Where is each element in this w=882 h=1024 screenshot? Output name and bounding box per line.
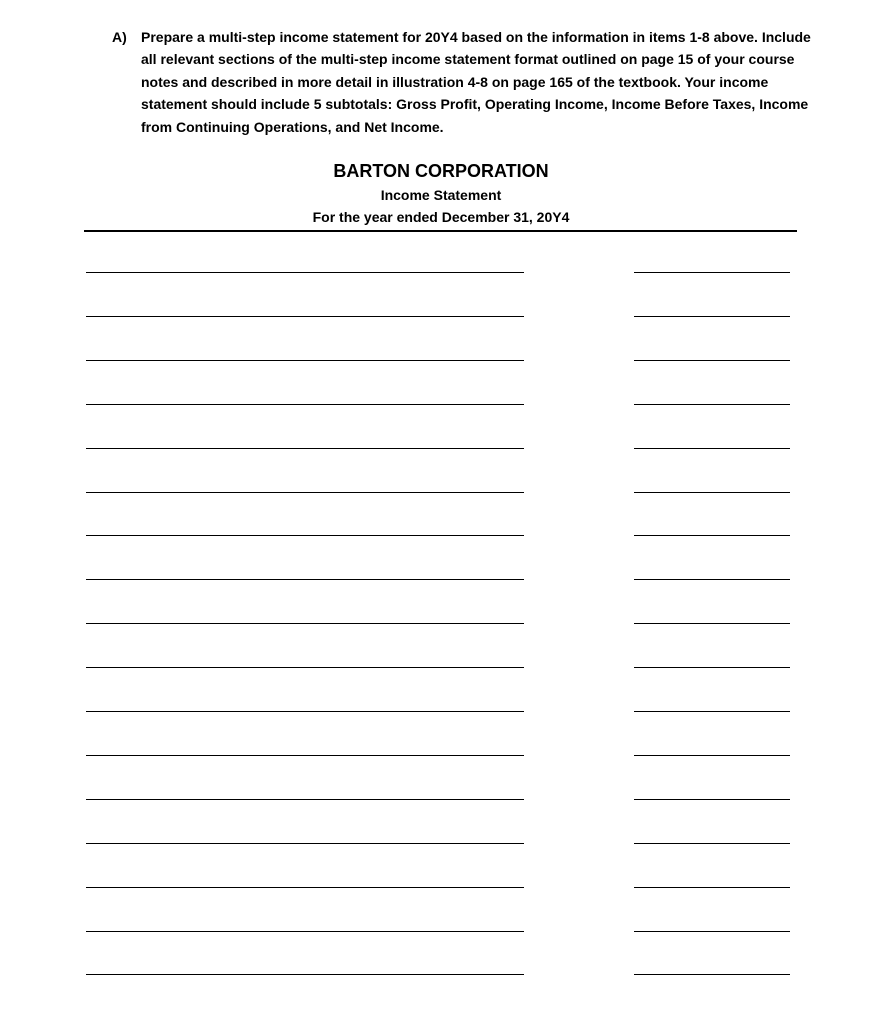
entry-row — [0, 887, 882, 888]
entry-line — [726, 360, 790, 361]
entry-line — [86, 316, 426, 317]
entry-line — [86, 974, 426, 975]
entry-line — [476, 448, 524, 449]
entry-line — [426, 887, 476, 888]
entry-line — [476, 404, 524, 405]
entry-line — [86, 448, 426, 449]
question-marker: A) — [112, 29, 127, 45]
entry-row — [0, 843, 882, 844]
entry-line — [634, 799, 726, 800]
entry-line — [426, 843, 476, 844]
entry-line — [476, 755, 524, 756]
entry-line — [86, 887, 426, 888]
entry-line — [634, 887, 726, 888]
entry-line — [476, 316, 524, 317]
entry-line — [476, 974, 524, 975]
entry-row — [0, 360, 882, 361]
entry-row — [0, 579, 882, 580]
entry-line — [86, 755, 426, 756]
entry-line — [634, 272, 726, 273]
entry-line — [426, 316, 476, 317]
entry-row — [0, 799, 882, 800]
entry-line — [726, 887, 790, 888]
entry-line — [726, 492, 790, 493]
entry-line — [86, 360, 426, 361]
instruction-text: Prepare a multi-step income statement for 20Y4 based on the information in items 1-8 above. Include all relevant sections of the multi-step income statement format outlined on page 15 of your course notes and described in more detail in illustration 4-8 on page 165 of the textbook. Your income statement should include 5 subtotals: Gross Profit, Operating Income, Income Before Taxes, Income from Continuing Operations, and Net Income. — [141, 29, 811, 135]
entry-row — [0, 667, 882, 668]
entry-line — [634, 492, 726, 493]
company-name: BARTON CORPORATION — [333, 161, 549, 181]
entry-line — [426, 360, 476, 361]
statement-title: Income Statement — [380, 187, 502, 203]
entry-line — [634, 448, 726, 449]
entry-line — [86, 711, 426, 712]
entry-row — [0, 404, 882, 405]
entry-line — [634, 931, 726, 932]
entry-line — [634, 667, 726, 668]
entry-line — [726, 404, 790, 405]
entry-line — [634, 623, 726, 624]
entry-line — [426, 272, 476, 273]
entry-line — [426, 448, 476, 449]
entry-line — [634, 404, 726, 405]
entry-line — [726, 579, 790, 580]
entry-line — [476, 579, 524, 580]
entry-line — [426, 755, 476, 756]
entry-line — [86, 579, 426, 580]
entry-line — [86, 843, 426, 844]
entry-line — [426, 579, 476, 580]
instruction-paragraph — [112, 26, 812, 138]
entry-line — [726, 448, 790, 449]
entry-line — [426, 931, 476, 932]
entry-line — [426, 711, 476, 712]
entry-line — [426, 974, 476, 975]
entry-line — [86, 492, 426, 493]
entry-line — [634, 843, 726, 844]
entry-line — [86, 931, 426, 932]
entry-line — [634, 711, 726, 712]
entry-line — [476, 623, 524, 624]
entry-line — [634, 755, 726, 756]
entry-line — [426, 623, 476, 624]
entry-line — [476, 492, 524, 493]
entry-line — [426, 535, 476, 536]
entry-line — [476, 931, 524, 932]
entry-line — [634, 974, 726, 975]
entry-row — [0, 316, 882, 317]
entry-line — [86, 535, 426, 536]
entry-line — [634, 360, 726, 361]
entry-line — [726, 974, 790, 975]
entry-line — [634, 316, 726, 317]
entry-line — [426, 799, 476, 800]
entry-line — [86, 667, 426, 668]
entry-line — [726, 755, 790, 756]
entry-line — [86, 623, 426, 624]
entry-row — [0, 623, 882, 624]
entry-row — [0, 272, 882, 273]
entry-line — [426, 667, 476, 668]
entry-line — [726, 931, 790, 932]
entry-line — [476, 887, 524, 888]
entry-line — [476, 272, 524, 273]
entry-line — [426, 492, 476, 493]
entry-line — [726, 843, 790, 844]
entry-line — [426, 404, 476, 405]
entry-row — [0, 448, 882, 449]
entry-row — [0, 755, 882, 756]
entry-line — [86, 404, 426, 405]
entry-line — [476, 711, 524, 712]
entry-line — [634, 579, 726, 580]
entry-row — [0, 711, 882, 712]
entry-line — [476, 667, 524, 668]
entry-line — [726, 799, 790, 800]
entry-row — [0, 974, 882, 975]
entry-line — [726, 667, 790, 668]
entry-line — [86, 799, 426, 800]
entry-row — [0, 535, 882, 536]
entry-line — [476, 843, 524, 844]
entry-line — [726, 316, 790, 317]
entry-line — [476, 535, 524, 536]
entry-row — [0, 492, 882, 493]
entry-line — [476, 799, 524, 800]
entry-line — [726, 272, 790, 273]
entry-line — [726, 535, 790, 536]
header-rule — [84, 230, 797, 232]
statement-period: For the year ended December 31, 20Y4 — [312, 209, 570, 225]
entry-line — [634, 535, 726, 536]
entry-line — [476, 360, 524, 361]
entry-line — [86, 272, 426, 273]
entry-line — [726, 623, 790, 624]
entry-line — [726, 711, 790, 712]
entry-row — [0, 931, 882, 932]
